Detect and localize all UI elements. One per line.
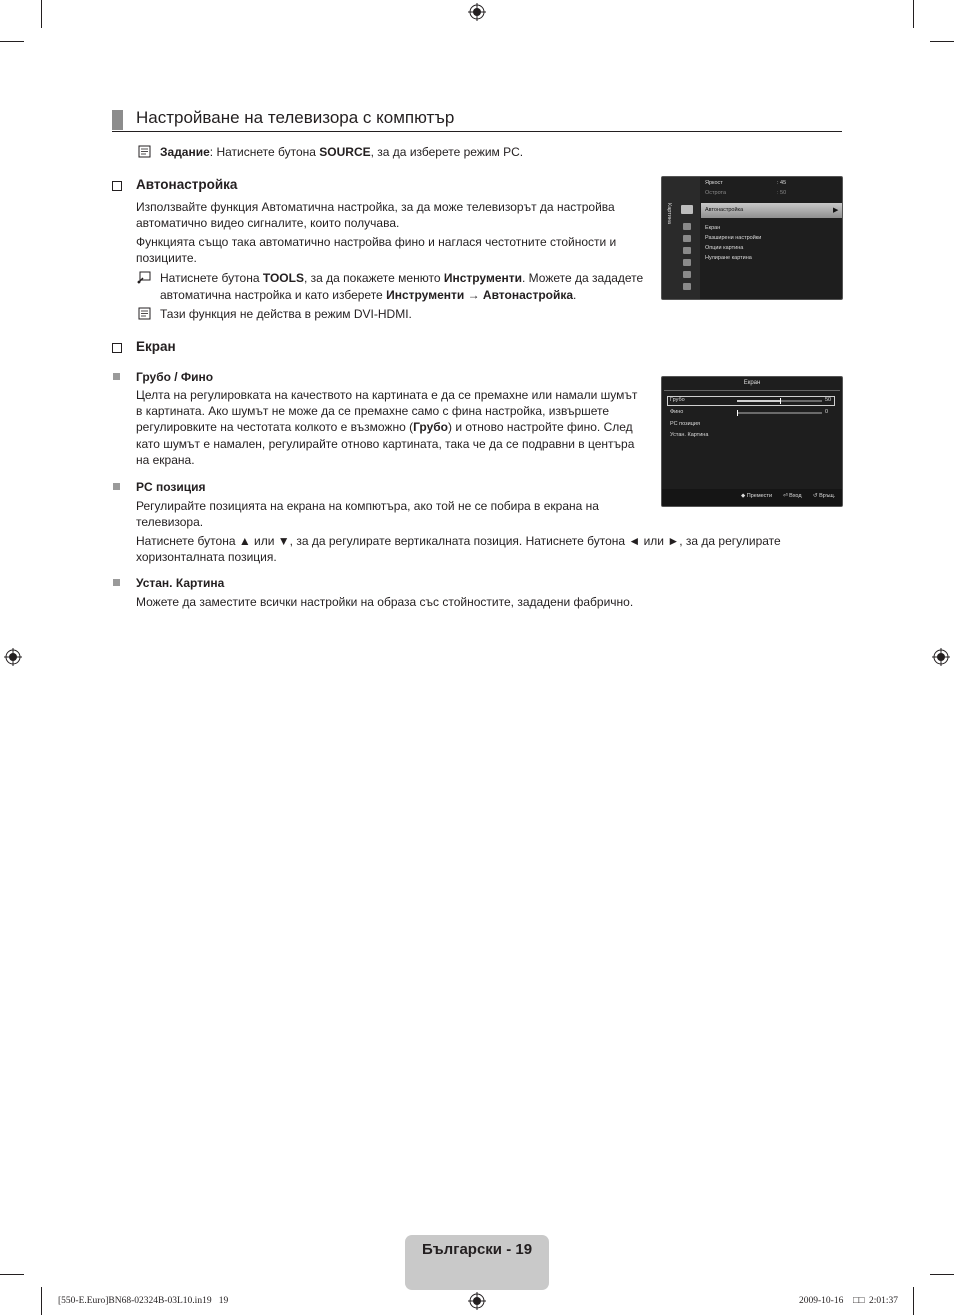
task-note-text-end: , за да изберете режим PC.: [370, 145, 524, 159]
channel-icon: [683, 235, 691, 242]
picture-icon: [681, 205, 693, 214]
tv-picture-menu: [661, 176, 843, 300]
auto-p1-line2: автоматично видео сигналите, които получава.: [136, 216, 400, 230]
print-slug-file: [550-E.Euro]BN68-02324B-03L10.in19 19: [58, 1296, 229, 1306]
tools-note-line1: [160, 270, 643, 287]
crop-mark: [0, 1274, 24, 1275]
tools-path: Инструменти → Автонастройка: [386, 288, 574, 302]
auto-p2-line2: позициите.: [136, 251, 197, 265]
auto-p1-line1: Използвайте функция Автоматична настройка, за да може телевизорът да настройва: [136, 200, 615, 214]
note-icon: [138, 307, 152, 320]
move-icon: ◆: [741, 493, 747, 499]
coarse-text: регулировките на честотата колкото е възможно (: [136, 420, 414, 434]
tools-text: .: [573, 288, 577, 302]
crop-mark: [913, 0, 914, 28]
support-icon: [683, 283, 691, 290]
fine-slider-thumb[interactable]: [737, 410, 738, 416]
registration-mark-icon: [4, 648, 22, 666]
tools-text: Натиснете бутона: [160, 271, 263, 285]
tools-icon: [137, 271, 151, 284]
tv-menu-title: Екран: [743, 380, 761, 386]
page-title: Настройване на телевизора с компютър: [136, 108, 455, 127]
coarse-line: [136, 419, 633, 436]
pc-position-title: PC позиция: [136, 480, 206, 494]
tools-menu-name: Инструменти: [443, 271, 522, 285]
return-hint-label: Връщ.: [819, 493, 836, 499]
coarse-line: в картината. Ако шумът не може да се премахне само с фина настройка, извършете: [136, 404, 610, 418]
reset-picture-item[interactable]: Устан. Картина: [670, 432, 709, 438]
menu-item[interactable]: Екран: [705, 225, 721, 231]
pc-line: хоризонталната позиция.: [136, 550, 277, 564]
checkbox-bullet-icon: [112, 181, 122, 191]
enter-hint-label: Вход: [789, 493, 802, 499]
crop-mark: [930, 1274, 954, 1275]
sharpness-label: Острота: [705, 190, 727, 196]
auto-p2-line1: Функцията също така автоматично настройва фино и наглася честотните стойности и: [136, 235, 617, 249]
enter-hint: [783, 493, 802, 499]
arrow-right-icon: ▶: [833, 207, 839, 214]
crop-mark: [41, 1287, 42, 1315]
return-hint: [813, 493, 835, 499]
menu-item[interactable]: Опции картина: [705, 245, 744, 251]
task-note: [160, 144, 523, 161]
reset-title: Устан. Картина: [136, 576, 225, 590]
crop-mark: [913, 1287, 914, 1315]
checkbox-bullet-icon: [112, 343, 122, 353]
task-note-text: : Натиснете бутона: [209, 145, 320, 159]
note-icon: [138, 145, 152, 158]
fine-value: 0: [825, 409, 829, 415]
tools-text: автоматична настройка и като изберете: [160, 288, 387, 302]
pc-line: телевизора.: [136, 515, 204, 529]
square-bullet-icon: [113, 373, 120, 380]
coarse-text: ) и отново настройте фино. След: [448, 420, 633, 434]
pc-line: Регулирайте позицията на екрана на компютъра, ако той не се побира в екрана на: [136, 499, 599, 513]
page-number: Български - 19: [421, 1241, 533, 1258]
registration-mark-icon: [468, 3, 486, 21]
tv-menu-category: Картина: [666, 203, 672, 224]
source-key: SOURCE: [319, 145, 371, 159]
move-hint: [741, 493, 772, 499]
move-hint-label: Премести: [746, 493, 773, 499]
tools-text: , за да покажете менюто: [303, 271, 444, 285]
return-icon: ↺: [813, 493, 820, 499]
registration-mark-icon: [932, 648, 950, 666]
coarse-slider-fill: [737, 400, 780, 402]
auto-adjust-heading: Автонастройка: [136, 177, 238, 192]
sound-icon: [683, 223, 691, 230]
coarse-value: 50: [825, 397, 832, 403]
crop-mark: [0, 41, 24, 42]
brightness-label: Яркост: [705, 180, 723, 186]
tv-screen-menu: [661, 376, 843, 507]
tools-key: TOOLS: [262, 271, 304, 285]
pc-line: Натиснете бутона ▲ или ▼, за да регулирате вертикалната позиция. Натиснете бутона ◄ или ►, за да регулирате: [136, 534, 781, 548]
coarse-line: на екрана.: [136, 453, 195, 467]
title-divider: [112, 131, 842, 132]
section-marker: [112, 110, 123, 130]
menu-item[interactable]: Разширени настройки: [705, 235, 762, 241]
input-icon: [683, 259, 691, 266]
coarse-bold: Грубо: [413, 420, 449, 434]
coarse-line: Целта на регулировката на качеството на картината е да се премахне или намали шумът: [136, 388, 638, 402]
crop-mark: [41, 0, 42, 28]
print-slug-boxes: □□: [853, 1296, 865, 1306]
print-slug-date: 2009-10-16: [799, 1296, 844, 1306]
reset-line: Можете да заместите всички настройки на образа със стойностите, зададени фабрично.: [136, 595, 634, 609]
fine-slider[interactable]: [737, 412, 822, 414]
task-note-label: Задание: [160, 145, 210, 159]
menu-item[interactable]: Нулиране картина: [705, 255, 752, 261]
screen-heading: Екран: [136, 339, 176, 354]
dvi-note: Тази функция не действа в режим DVI-HDMI.: [160, 307, 412, 321]
square-bullet-icon: [113, 483, 120, 490]
tv-menu-sidebar: [662, 177, 700, 299]
setup-icon: [683, 247, 691, 254]
crop-mark: [930, 41, 954, 42]
coarse-slider[interactable]: [737, 400, 822, 402]
divider: [664, 390, 840, 391]
fine-label: Фино: [670, 409, 684, 415]
tools-note-line2: [160, 287, 576, 304]
square-bullet-icon: [113, 579, 120, 586]
coarse-fine-title: Грубо / Фино: [136, 370, 214, 384]
auto-adjust-item[interactable]: Автонастройка: [705, 207, 744, 213]
pc-position-item[interactable]: PC позиция: [670, 421, 700, 427]
coarse-line: като шумът е намален, регулирайте отново картината, така че да се подравни в центъра: [136, 437, 635, 451]
application-icon: [683, 271, 691, 278]
print-slug-time: 2:01:37: [869, 1296, 899, 1306]
tools-text: . Можете да зададете: [522, 271, 644, 285]
sharpness-value: : 50: [777, 190, 787, 196]
coarse-slider-thumb[interactable]: [780, 398, 781, 404]
coarse-label: Грубо: [670, 397, 685, 403]
enter-icon: ⏎: [783, 493, 790, 499]
brightness-value: : 45: [777, 180, 787, 186]
registration-mark-icon: [468, 1292, 486, 1310]
